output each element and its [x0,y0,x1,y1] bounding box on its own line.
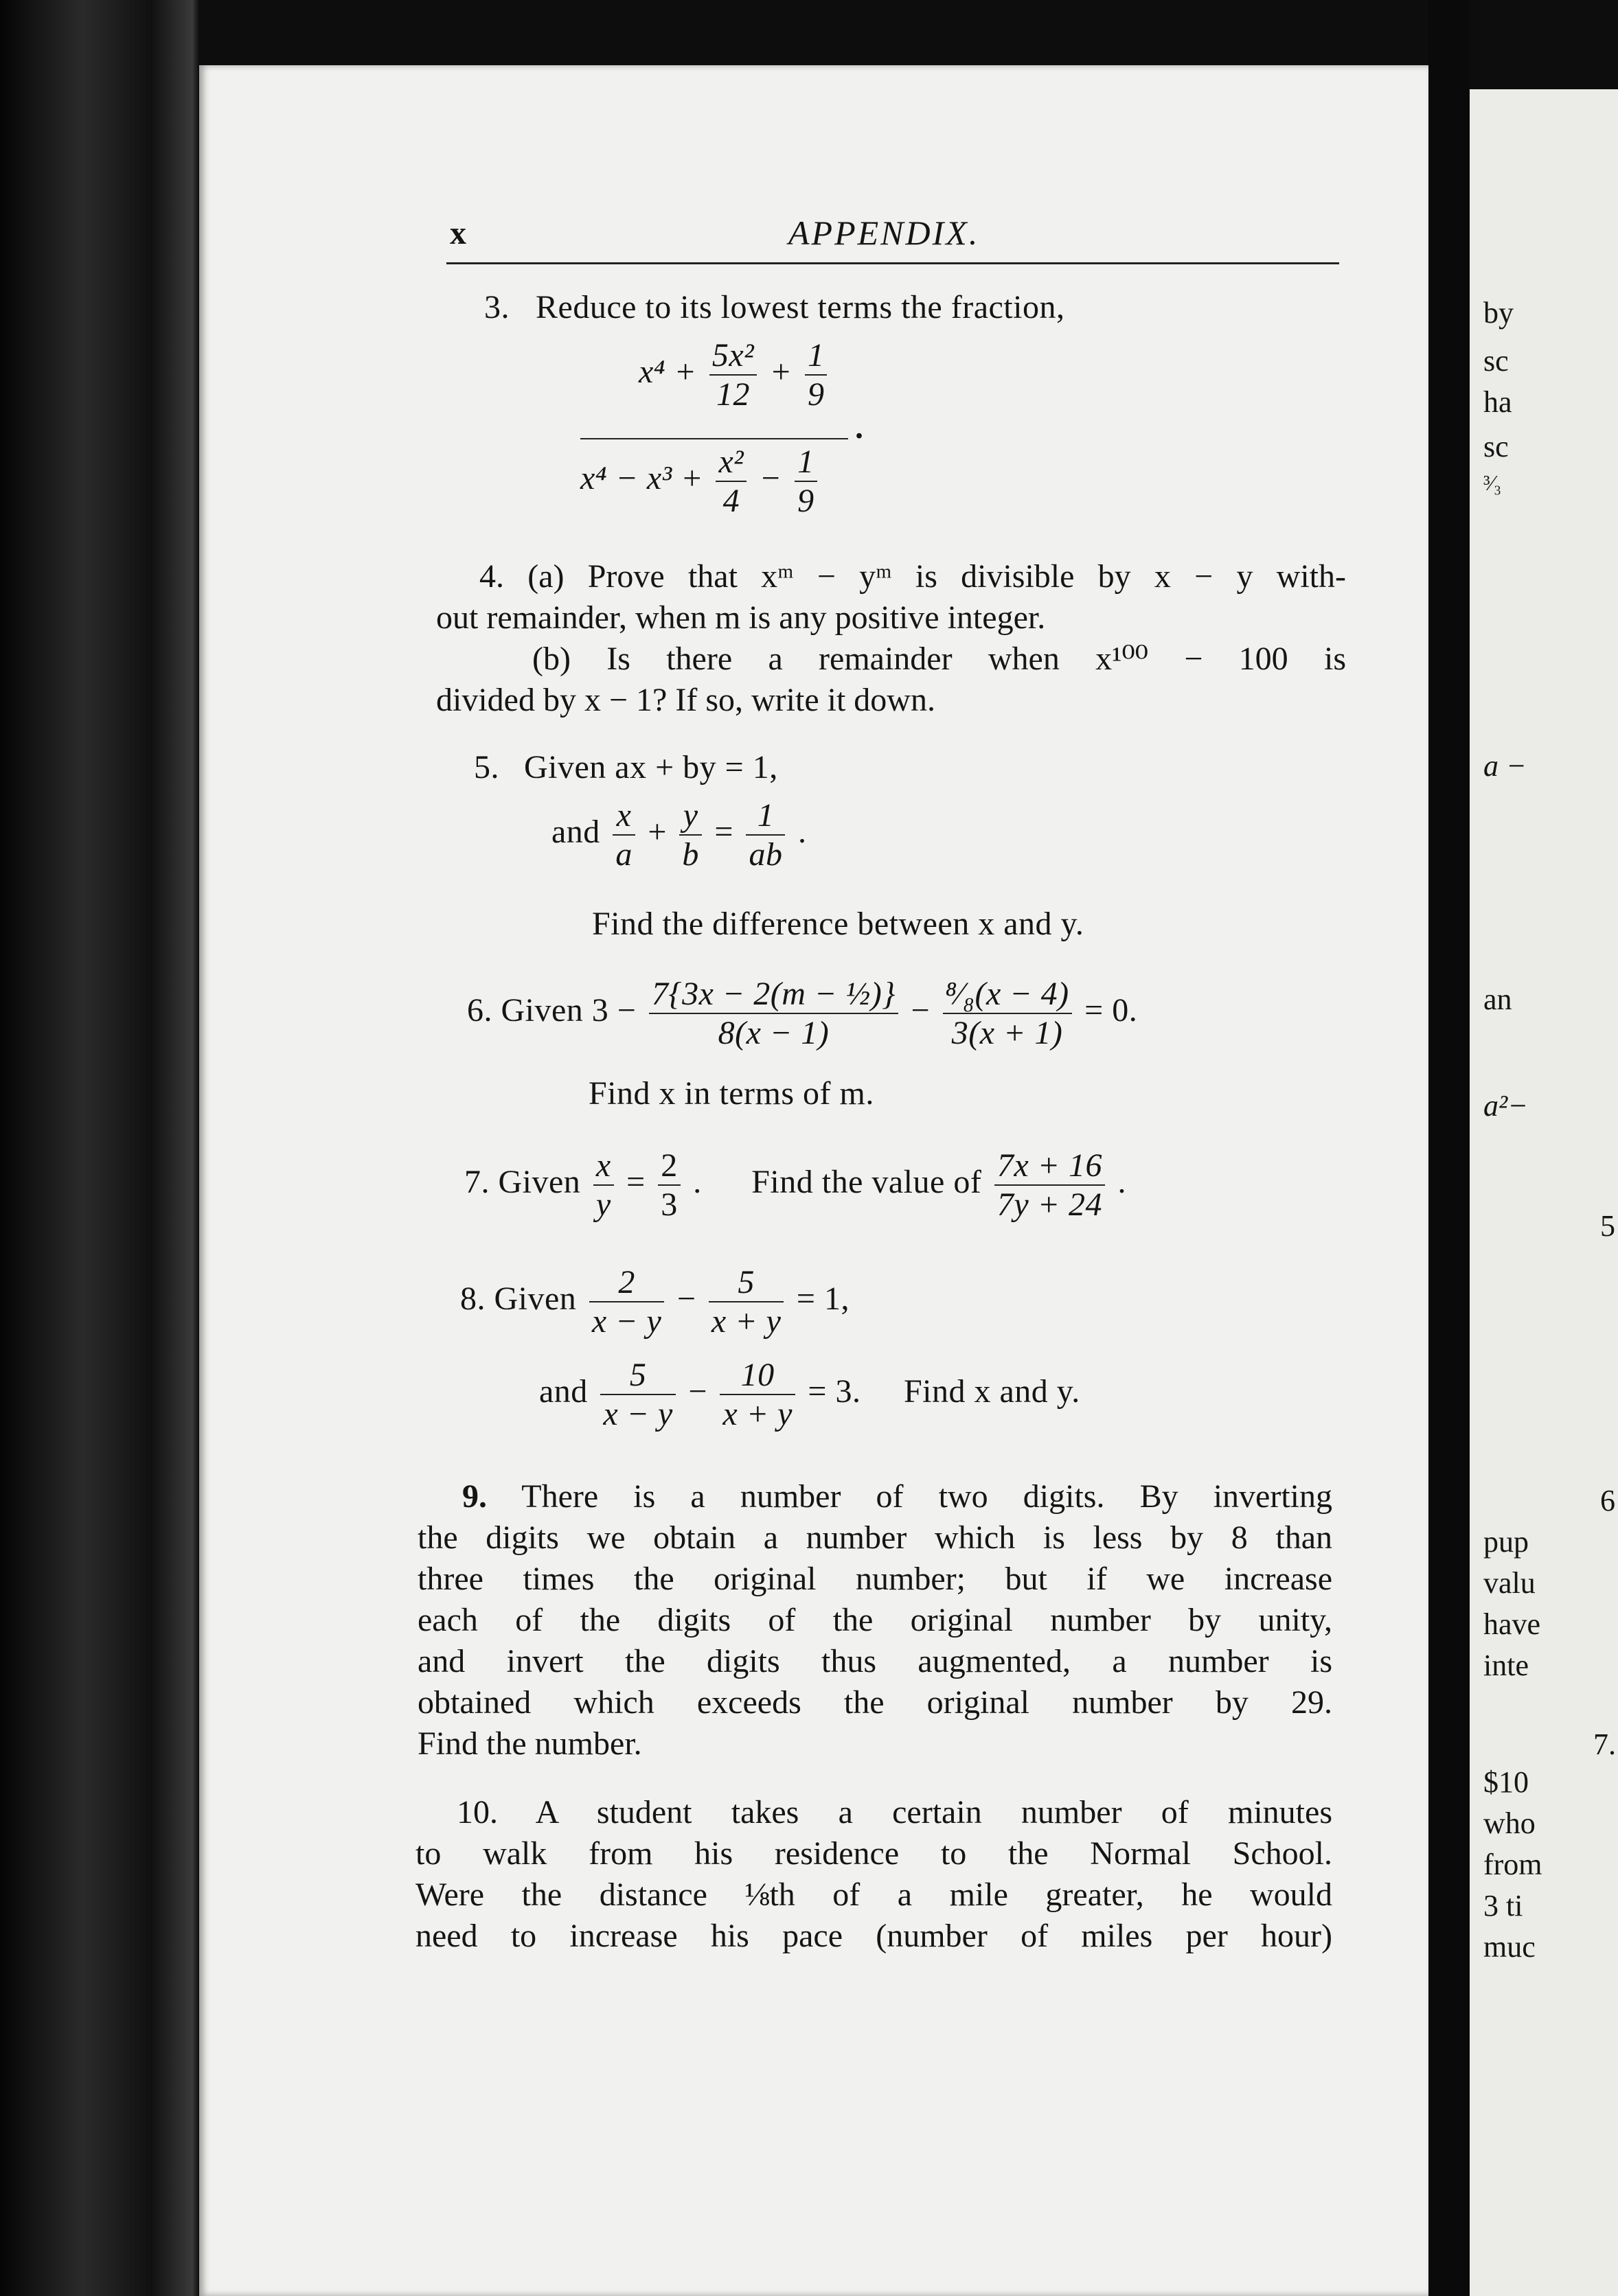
adjacent-fragment: inte [1483,1649,1529,1682]
problem-9-number: 9. [462,1478,487,1515]
adjacent-fragment: 3 ti [1483,1889,1523,1922]
problem-9-line: Find the number. [418,1725,642,1762]
frac-numerator: 10 [740,1357,775,1393]
problem-8-number: 8. [460,1281,486,1318]
p5-frac-y-over-b [679,796,702,873]
problem-6-equation [467,975,1137,1052]
problem-4-number: 4. [479,558,504,595]
problem-4-line-text: (a) Prove that xᵐ − yᵐ is divisible by x − y with- [527,558,1346,595]
problem-10-line: Were the distance ⅛th of a mile greater, he would [415,1876,1332,1913]
p3-dot: . [855,409,864,446]
frac-numerator: 2 [661,1147,678,1184]
problem-9-line: three times the original number; but if we increase [418,1561,1332,1597]
problem-7-find: Find the value of [751,1164,982,1201]
frac-numerator: 5 [629,1357,647,1393]
p6-frac-b [943,975,1072,1052]
frac-denominator: x + y [709,1301,784,1340]
problem-5-find: Find the difference between x and y. [592,906,1084,942]
p7-frac-2-over-3 [658,1147,681,1224]
adjacent-fragment: ha [1483,385,1512,419]
problem-3-text: Reduce to its lowest terms the fraction, [536,289,1065,325]
adjacent-fragment: sc [1483,430,1509,463]
p3-den-frac-b [795,443,817,520]
problem-4 [436,556,1346,721]
frac-denominator: 3 [658,1184,681,1224]
problem-5-given: Given ax + by = 1, [524,749,778,785]
problem-6-number: 6. [467,992,492,1029]
adjacent-fragment: valu [1483,1566,1536,1600]
frac-numerator: y [683,797,698,834]
p3-denominator [580,443,821,520]
p8-frac-a [589,1263,665,1340]
p5-frac-1-over-ab [746,796,785,873]
p7-equals: = [626,1164,646,1201]
p8-eq2: = 3. [808,1373,861,1410]
problem-6-find: Find x in terms of m. [589,1075,874,1112]
frac-denominator: a [613,834,635,873]
problem-8-find: Find x and y. [903,1373,1080,1410]
problem-10 [415,1792,1332,1957]
p3-den-frac-a [716,443,747,520]
frac-numerator: 1 [807,337,825,374]
frac-denominator: 3(x + 1) [943,1013,1072,1052]
problem-7-equation [464,1147,1126,1224]
problem-10-line: need to increase his pace (number of miles per hour) [415,1918,1332,1954]
frac-numerator: 1 [797,444,814,480]
frac-numerator: 1 [757,797,775,834]
adjacent-fragment: from [1483,1848,1542,1881]
adjacent-page [1470,89,1618,2296]
p8-frac-b [709,1263,784,1340]
p3-num-lead: x⁴ + [639,354,697,391]
adjacent-fragment: who [1483,1806,1536,1840]
p5-frac-x-over-a [613,796,635,873]
p3-minus: − [759,460,782,497]
problem-10-line [415,1792,1332,1833]
problem-9 [418,1476,1332,1765]
problem-4-line: (b) Is there a remainder when x¹⁰⁰ − 100 is [532,641,1346,677]
frac-numerator: 7x + 16 [996,1147,1103,1184]
problem-10-line: to walk from his residence to the Normal School. [415,1835,1332,1872]
frac-numerator: 2 [618,1264,635,1300]
frac-numerator: ⁸⁄₈(x − 4) [945,976,1069,1012]
p5-equals: = [714,814,733,851]
p8-minus-2: − [688,1373,707,1410]
problem-3-number: 3. [484,289,510,325]
problem-7-number: 7. [464,1164,490,1201]
p7-frac-target [994,1147,1105,1224]
p7-dot-end: . [1117,1164,1127,1201]
adjacent-fragment: sc [1483,344,1509,378]
p3-main-fraction-bar [580,438,848,439]
frac-numerator: 5x² [711,337,755,374]
p8-and: and [539,1373,588,1410]
frac-denominator: 9 [795,481,817,520]
p6-frac-a [649,975,898,1052]
problem-6-given: Given 3 − [501,992,637,1029]
problem-8-equation-2 [539,1356,1080,1433]
frac-numerator: x [616,797,632,834]
adjacent-fragment: a²− [1483,1089,1528,1123]
problem-5-equation-2 [551,796,806,873]
problem-10-line-text: A student takes a certain number of minutes [535,1794,1332,1830]
adjacent-fragment: 5 [1600,1209,1615,1243]
problem-8-equation-1 [460,1263,850,1340]
p7-dot: . [693,1164,702,1201]
problem-9-line-text: There is a number of two digits. By inverting [521,1478,1332,1515]
problem-10-number: 10. [457,1794,498,1830]
problem-5-number: 5. [474,749,499,785]
page-title: APPENDIX. [788,214,980,252]
p8-frac-d [720,1356,795,1433]
p6-equals-zero: = 0. [1084,992,1138,1029]
frac-numerator: 5 [738,1264,755,1300]
frac-denominator: x − y [589,1301,665,1340]
problem-4-line: out remainder, when m is any positive integer. [436,599,1046,636]
page-number: x [450,215,467,251]
adjacent-fragment: an [1483,983,1512,1016]
problem-9-line: obtained which exceeds the original number by 29. [418,1684,1332,1721]
adjacent-fragment: 6 [1600,1484,1615,1517]
frac-denominator: x + y [720,1394,795,1433]
p8-minus: − [676,1281,696,1318]
adjacent-fragment: $10 [1483,1765,1529,1799]
p3-plus: + [769,354,793,391]
frac-denominator: 7y + 24 [994,1184,1105,1224]
p5-dot: . [797,814,807,851]
p8-eq1: = 1, [796,1281,850,1318]
problem-4-line [436,556,1346,597]
p3-num-frac-b [805,336,828,413]
p7-frac-x-over-y [593,1147,614,1224]
problem-9-line: the digits we obtain a number which is less by 8 than [418,1519,1332,1556]
frac-numerator: x [595,1147,611,1184]
problem-4-line: divided by x − 1? If so, write it down. [436,682,935,718]
problem-8-given: Given [494,1281,577,1318]
problem-9-line: and invert the digits thus augmented, a number is [418,1643,1332,1679]
adjacent-fragment: 7. [1593,1727,1616,1761]
frac-denominator: 4 [716,481,747,520]
frac-denominator: 8(x − 1) [649,1013,898,1052]
p8-frac-c [600,1356,676,1433]
frac-numerator: x² [718,444,744,480]
frac-denominator: ab [746,834,785,873]
header-rule [446,262,1339,264]
p5-plus: + [648,814,667,851]
p6-minus: − [911,992,931,1029]
frac-denominator: x − y [600,1394,676,1433]
problem-9-line [418,1476,1332,1517]
p3-num-frac-a [709,336,757,413]
adjacent-fragment: ³⁄₃ [1483,470,1502,495]
frac-numerator: 7{3x − 2(m − ½)} [651,976,896,1012]
frac-denominator: 12 [709,374,757,413]
problem-9-line: each of the digits of the original number by unity, [418,1602,1332,1638]
p3-den-lead: x⁴ − x³ + [580,460,703,497]
problem-7-given: Given [498,1164,581,1201]
adjacent-fragment: a − [1483,749,1527,783]
adjacent-fragment: pup [1483,1525,1529,1559]
adjacent-fragment: have [1483,1607,1541,1641]
frac-denominator: y [593,1184,614,1224]
frac-denominator: 9 [805,374,828,413]
adjacent-fragment: muc [1483,1930,1536,1964]
p5-and: and [551,814,600,851]
book-gutter [1428,0,1470,2296]
p3-numerator [639,336,831,413]
frac-denominator: b [679,834,702,873]
adjacent-fragment: by [1483,296,1514,330]
